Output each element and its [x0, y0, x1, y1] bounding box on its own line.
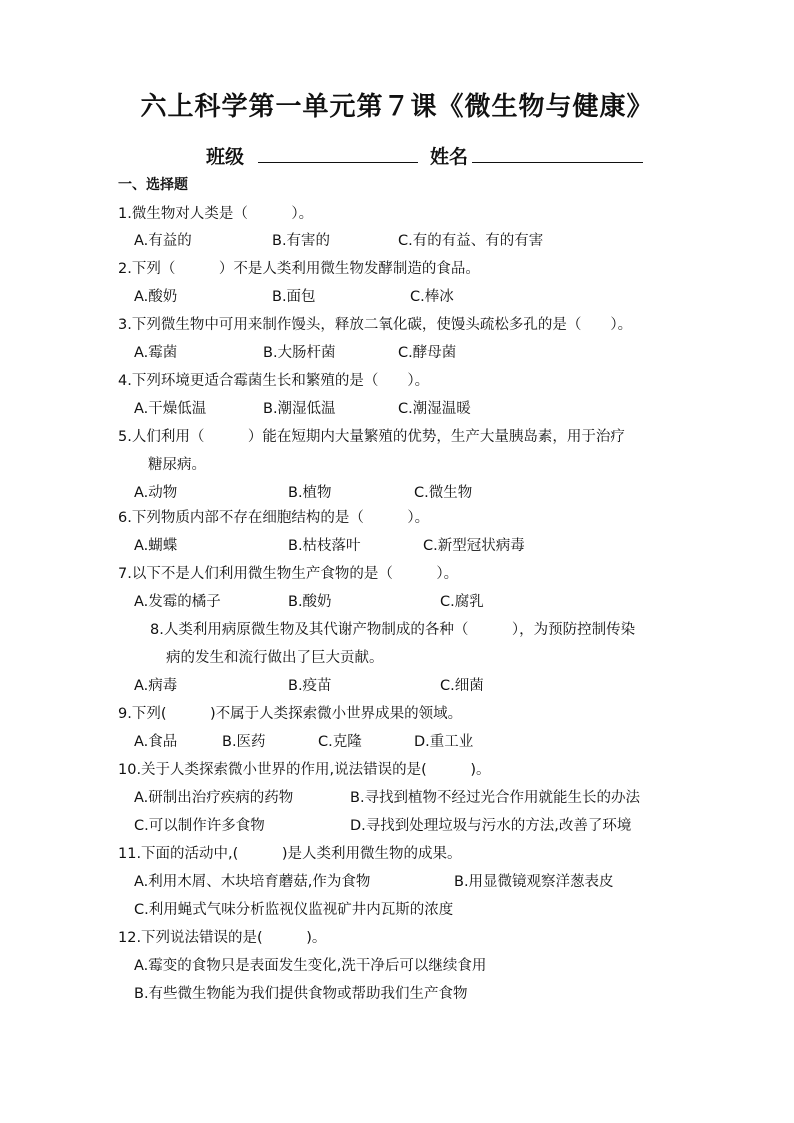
option[interactable]: A.食品 — [134, 734, 178, 750]
class-label: 班级 — [206, 146, 245, 168]
option[interactable]: A.蝴蝶 — [134, 538, 178, 554]
option[interactable]: C.利用蝇式气味分析监视仪监视矿井内瓦斯的浓度 — [134, 902, 454, 918]
option[interactable]: B.大肠杆菌 — [263, 345, 336, 361]
class-blank[interactable] — [258, 162, 418, 163]
option[interactable]: B.寻找到植物不经过光合作用就能生长的办法 — [350, 790, 641, 806]
option[interactable]: A.有益的 — [134, 233, 192, 249]
option[interactable]: C.棒冰 — [410, 289, 454, 305]
option[interactable]: B.疫苗 — [288, 678, 332, 694]
option[interactable]: B.枯枝落叶 — [288, 538, 361, 554]
option[interactable]: C.酵母菌 — [398, 345, 457, 361]
option[interactable]: A.干燥低温 — [134, 401, 207, 417]
option[interactable]: A.酸奶 — [134, 289, 178, 305]
question-stem: 10.关于人类探索微小世界的作用,说法错误的是( )。 — [118, 762, 491, 778]
option[interactable]: B.潮湿低温 — [263, 401, 336, 417]
question-stem: 7.以下不是人们利用微生物生产食物的是（ ）。 — [118, 566, 459, 582]
question-stem: 1.微生物对人类是（ ）。 — [118, 206, 314, 222]
option[interactable]: B.植物 — [288, 485, 332, 501]
option[interactable]: B.有些微生物能为我们提供食物或帮助我们生产食物 — [134, 986, 468, 1002]
question-stem: 11.下面的活动中,( )是人类利用微生物的成果。 — [118, 846, 462, 862]
option[interactable]: A.发霉的橘子 — [134, 594, 221, 610]
option[interactable]: B.有害的 — [272, 233, 331, 249]
option[interactable]: A.病毒 — [134, 678, 178, 694]
option[interactable]: B.酸奶 — [288, 594, 332, 610]
question-stem: 8.人类利用病原微生物及其代谢产物制成的各种（ ），为预防控制传染 — [150, 622, 636, 638]
question-stem-continued: 糖尿病。 — [148, 457, 206, 473]
question-stem: 2.下列（ ）不是人类利用微生物发酵制造的食品。 — [118, 261, 480, 277]
question-stem: 9.下列( )不属于人类探索微小世界成果的领域。 — [118, 706, 463, 722]
name-label: 姓名 — [430, 146, 469, 168]
option[interactable]: B.医药 — [222, 734, 266, 750]
page-title: 六上科学第一单元第７课《微生物与健康》 — [140, 92, 654, 122]
question-stem: 6.下列物质内部不存在细胞结构的是（ ）。 — [118, 510, 430, 526]
option[interactable]: B.用显微镜观察洋葱表皮 — [454, 874, 614, 890]
option[interactable]: C.新型冠状病毒 — [423, 538, 525, 554]
question-stem-continued: 病的发生和流行做出了巨大贡献。 — [166, 650, 384, 666]
option[interactable]: C.细菌 — [440, 678, 484, 694]
option[interactable]: C.微生物 — [414, 485, 473, 501]
option[interactable]: C.可以制作许多食物 — [134, 818, 265, 834]
section-heading: 一、选择题 — [118, 177, 188, 193]
option[interactable]: D.重工业 — [414, 734, 474, 750]
option[interactable]: C.腐乳 — [440, 594, 484, 610]
name-blank[interactable] — [472, 162, 643, 163]
option[interactable]: A.霉菌 — [134, 345, 178, 361]
question-stem: 3.下列微生物中可用来制作馒头，释放二氧化碳，使馒头疏松多孔的是（ ）。 — [118, 317, 633, 333]
option[interactable]: C.克隆 — [318, 734, 362, 750]
option[interactable]: A.动物 — [134, 485, 178, 501]
question-stem: 4.下列环境更适合霉菌生长和繁殖的是（ ）。 — [118, 373, 430, 389]
option[interactable]: C.有的有益、有的有害 — [398, 233, 544, 249]
question-stem: 12.下列说法错误的是( )。 — [118, 930, 327, 946]
option[interactable]: A.霉变的食物只是表面发生变化,洗干净后可以继续食用 — [134, 958, 487, 974]
option[interactable]: C.潮湿温暖 — [398, 401, 471, 417]
option[interactable]: D.寻找到处理垃圾与污水的方法,改善了环境 — [350, 818, 632, 834]
option[interactable]: A.利用木屑、木块培育蘑菇,作为食物 — [134, 874, 371, 890]
option[interactable]: A.研制出治疗疾病的药物 — [134, 790, 294, 806]
option[interactable]: B.面包 — [272, 289, 316, 305]
question-stem: 5.人们利用（ ）能在短期内大量繁殖的优势，生产大量胰岛素，用于治疗 — [118, 429, 625, 445]
